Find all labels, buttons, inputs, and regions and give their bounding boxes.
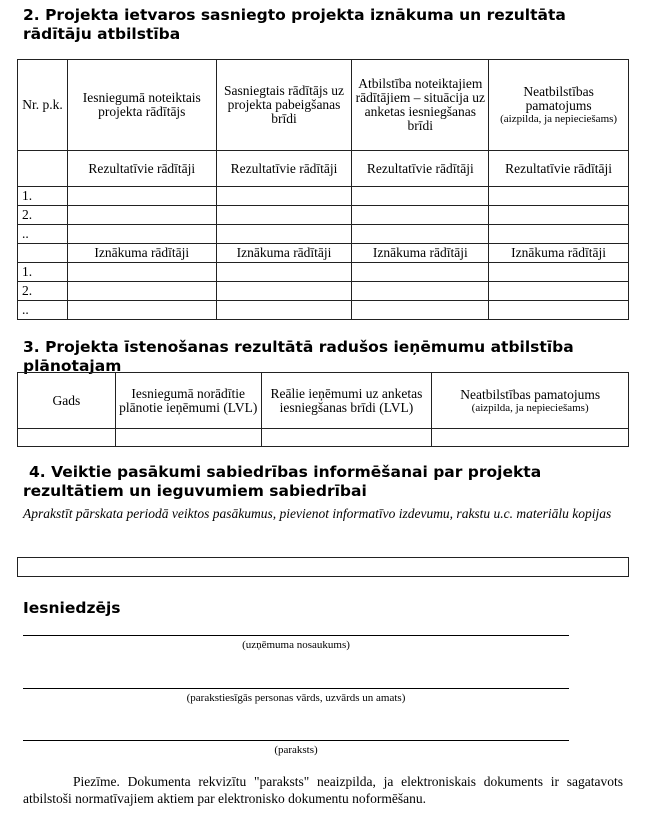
table-cell[interactable] — [216, 187, 352, 206]
company-caption: (uzņēmuma nosaukums) — [242, 639, 350, 651]
table-cell[interactable] — [352, 206, 489, 225]
table-cell[interactable] — [115, 429, 261, 447]
table-row — [18, 301, 629, 320]
table-row — [18, 282, 629, 301]
output-label: Iznākuma rādītāji — [67, 244, 216, 263]
row-number: .. — [18, 301, 68, 320]
header-planned: Iesniegumā norādītie plānotie ieņēmumi (LVL) — [115, 373, 261, 429]
header-compliance: Atbilstība noteiktajiem rādītājiem – situācija uz anketas iesniegšanas brīdi — [352, 60, 489, 151]
signature-caption: (paraksts) — [274, 744, 318, 756]
person-caption: (parakstiesīgās personas vārds, uzvārds un amats) — [186, 692, 406, 704]
table-row — [18, 263, 629, 282]
table-cell[interactable] — [261, 429, 432, 447]
table-cell[interactable] — [432, 429, 629, 447]
header-justification-label: Neatbilstības pamatojums — [460, 386, 601, 402]
header-justification — [489, 60, 629, 151]
result-label: Rezultatīvie rādītāji — [216, 151, 352, 187]
table-cell[interactable] — [18, 429, 116, 447]
section-2-title: 2. Projekta ietvaros sasniegto projekta iznākuma un rezultāta rādītāju atbilstība — [23, 6, 566, 43]
info-measures-box — [17, 557, 629, 577]
row-number: 1. — [18, 187, 68, 206]
row-number: 1. — [18, 263, 68, 282]
submitter-title: Iesniedzējs — [23, 599, 121, 617]
section-4-instruction: Aprakstīt pārskata periodā veiktos pasākumus, pievienot informatīvo izdevumu, rakstu u.c. materiālu kopijas — [23, 506, 612, 521]
row-number: 2. — [18, 206, 68, 225]
table-cell[interactable] — [67, 225, 216, 244]
table-cell[interactable] — [216, 301, 352, 320]
row-number: .. — [18, 225, 68, 244]
table-cell[interactable] — [489, 206, 629, 225]
table-cell[interactable] — [352, 263, 489, 282]
section-3-title: 3. Projekta īstenošanas rezultātā radušos ieņēmumu atbilstība plānotajam — [23, 338, 574, 375]
header-actual: Reālie ieņēmumi uz anketas iesniegšanas brīdi (LVL) — [261, 373, 432, 429]
table-row — [18, 187, 629, 206]
section-4-title: 4. Veiktie pasākumi sabiedrības informēšanai par projekta rezultātiem un ieguvumiem sabiedrībai — [23, 463, 542, 500]
person-line[interactable] — [23, 688, 569, 689]
signature-line[interactable] — [23, 740, 569, 741]
table-cell[interactable] — [216, 263, 352, 282]
output-label: Iznākuma rādītāji — [216, 244, 352, 263]
result-label: Rezultatīvie rādītāji — [67, 151, 216, 187]
header-justification-note: (aizpilda, ja nepieciešams) — [471, 401, 589, 414]
table-row — [18, 429, 629, 447]
header-justification — [432, 373, 629, 429]
header-indicator: Iesniegumā noteiktais projekta rādītājs — [67, 60, 216, 151]
footnote: Piezīme. Dokumenta rekvizītu "paraksts" neaizpilda, ja elektroniskais dokuments ir sagatavots atbilstoši normatīvajiem aktiem par elektronisko dokumentu noformēšanu. — [23, 774, 623, 806]
header-justification-note: (aizpilda, ja nepieciešams) — [500, 113, 618, 125]
table-cell[interactable] — [67, 206, 216, 225]
table-cell[interactable] — [67, 301, 216, 320]
table-cell[interactable] — [216, 206, 352, 225]
table-cell[interactable] — [489, 282, 629, 301]
table-cell[interactable] — [67, 282, 216, 301]
header-achieved: Sasniegtais rādītājs uz projekta pabeigšanas brīdi — [216, 60, 352, 151]
result-label: Rezultatīvie rādītāji — [352, 151, 489, 187]
table-cell[interactable] — [489, 301, 629, 320]
table-row — [18, 225, 629, 244]
table-cell[interactable] — [216, 225, 352, 244]
info-measures-field[interactable] — [18, 558, 629, 577]
table-cell[interactable] — [352, 301, 489, 320]
header-year: Gads — [18, 373, 116, 429]
output-label: Iznākuma rādītāji — [352, 244, 489, 263]
company-line[interactable] — [23, 635, 569, 636]
table-cell[interactable] — [352, 187, 489, 206]
table-cell[interactable] — [352, 282, 489, 301]
output-label: Iznākuma rādītāji — [489, 244, 629, 263]
cell-empty — [18, 244, 68, 263]
table-cell[interactable] — [67, 187, 216, 206]
cell-empty — [18, 151, 68, 187]
table-cell[interactable] — [352, 225, 489, 244]
header-nr: Nr. p.k. — [18, 60, 68, 151]
table-cell[interactable] — [489, 263, 629, 282]
revenue-table — [17, 372, 629, 447]
indicators-table — [17, 59, 629, 320]
header-justification-label: Neatbilstības pamatojums — [523, 84, 594, 113]
table-cell[interactable] — [216, 282, 352, 301]
table-row — [18, 206, 629, 225]
table-cell[interactable] — [489, 187, 629, 206]
table-cell[interactable] — [489, 225, 629, 244]
table-cell[interactable] — [67, 263, 216, 282]
row-number: 2. — [18, 282, 68, 301]
result-label: Rezultatīvie rādītāji — [489, 151, 629, 187]
